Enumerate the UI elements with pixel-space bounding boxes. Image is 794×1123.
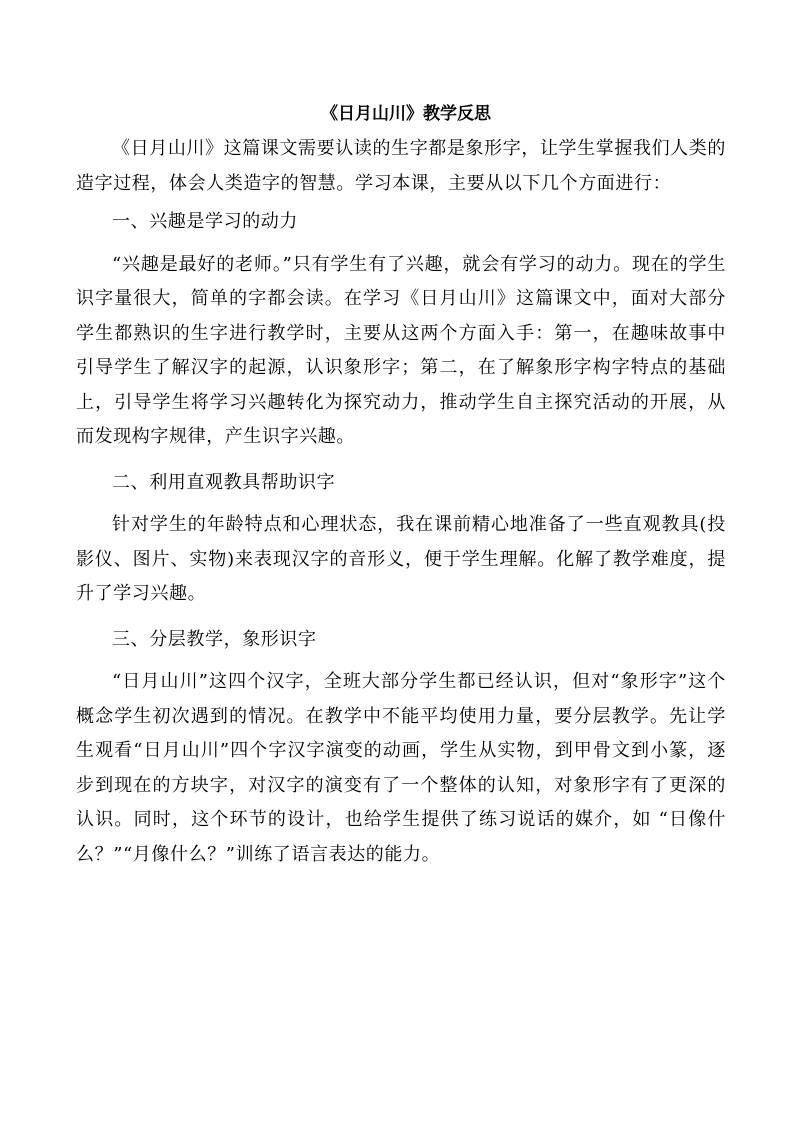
section-heading-teaching-aids: 二、利用直观教具帮助识字 — [112, 471, 336, 493]
section-heading-interest: 一、兴趣是学习的动力 — [112, 211, 298, 232]
section-heading-layered-teaching: 三、分层教学，象形识字 — [112, 628, 317, 650]
document-body — [76, 100, 726, 872]
section-paragraph-teaching-aids: 针对学生的年龄特点和心理状态，我在课前精心地准备了一些直观教具(投影仪、图片、实物)来表现汉字的音形义，便于学生理解。化解了教学难度，提升了学习兴趣。 — [76, 514, 726, 604]
intro-paragraph: 《日月山川》这篇课文需要认读的生字都是象形字，让学生掌握我们人类的造字过程，体会人类造字的智慧。学习本课，主要从以下几个方面进行： — [76, 138, 726, 194]
section-paragraph-interest: “兴趣是最好的老师。”只有学生有了兴趣，就会有学习的动力。现在的学生识字量很大，简单的字都会读。在学习《日月山川》这篇课文中，面对大部分学生都熟识的生字进行教学时，主要从这两个方面入手：第一，在趣味故事中引导学生了解汉字的起源，认识象形字；第二，在了解象形字构字特点的基础上，引导学生将学习兴趣转化为探究动力，推动学生自主探究活动的开展，从而发现构字规律，产生识字兴趣。 — [76, 253, 726, 447]
document-title: 《日月山川》教学反思 — [321, 104, 491, 124]
section-paragraph-layered-teaching: “日月山川”这四个汉字，全班大部分学生都已经认识，但对“象形字”这个概念学生初次遇到的情况。在教学中不能平均使用力量，要分层教学。先让学生观看“日月山川”四个字汉字演变的动画，学生从实物，到甲骨文到小篆，逐步到现在的方块字，对汉字的演变有了一个整体的认知，对象形字有了更深的认识。同时，这个环节的设计，也给学生提供了练习说话的媒介，如 “日像什么？”“月像什么？”训练了语言表达的能力。 — [76, 671, 726, 865]
